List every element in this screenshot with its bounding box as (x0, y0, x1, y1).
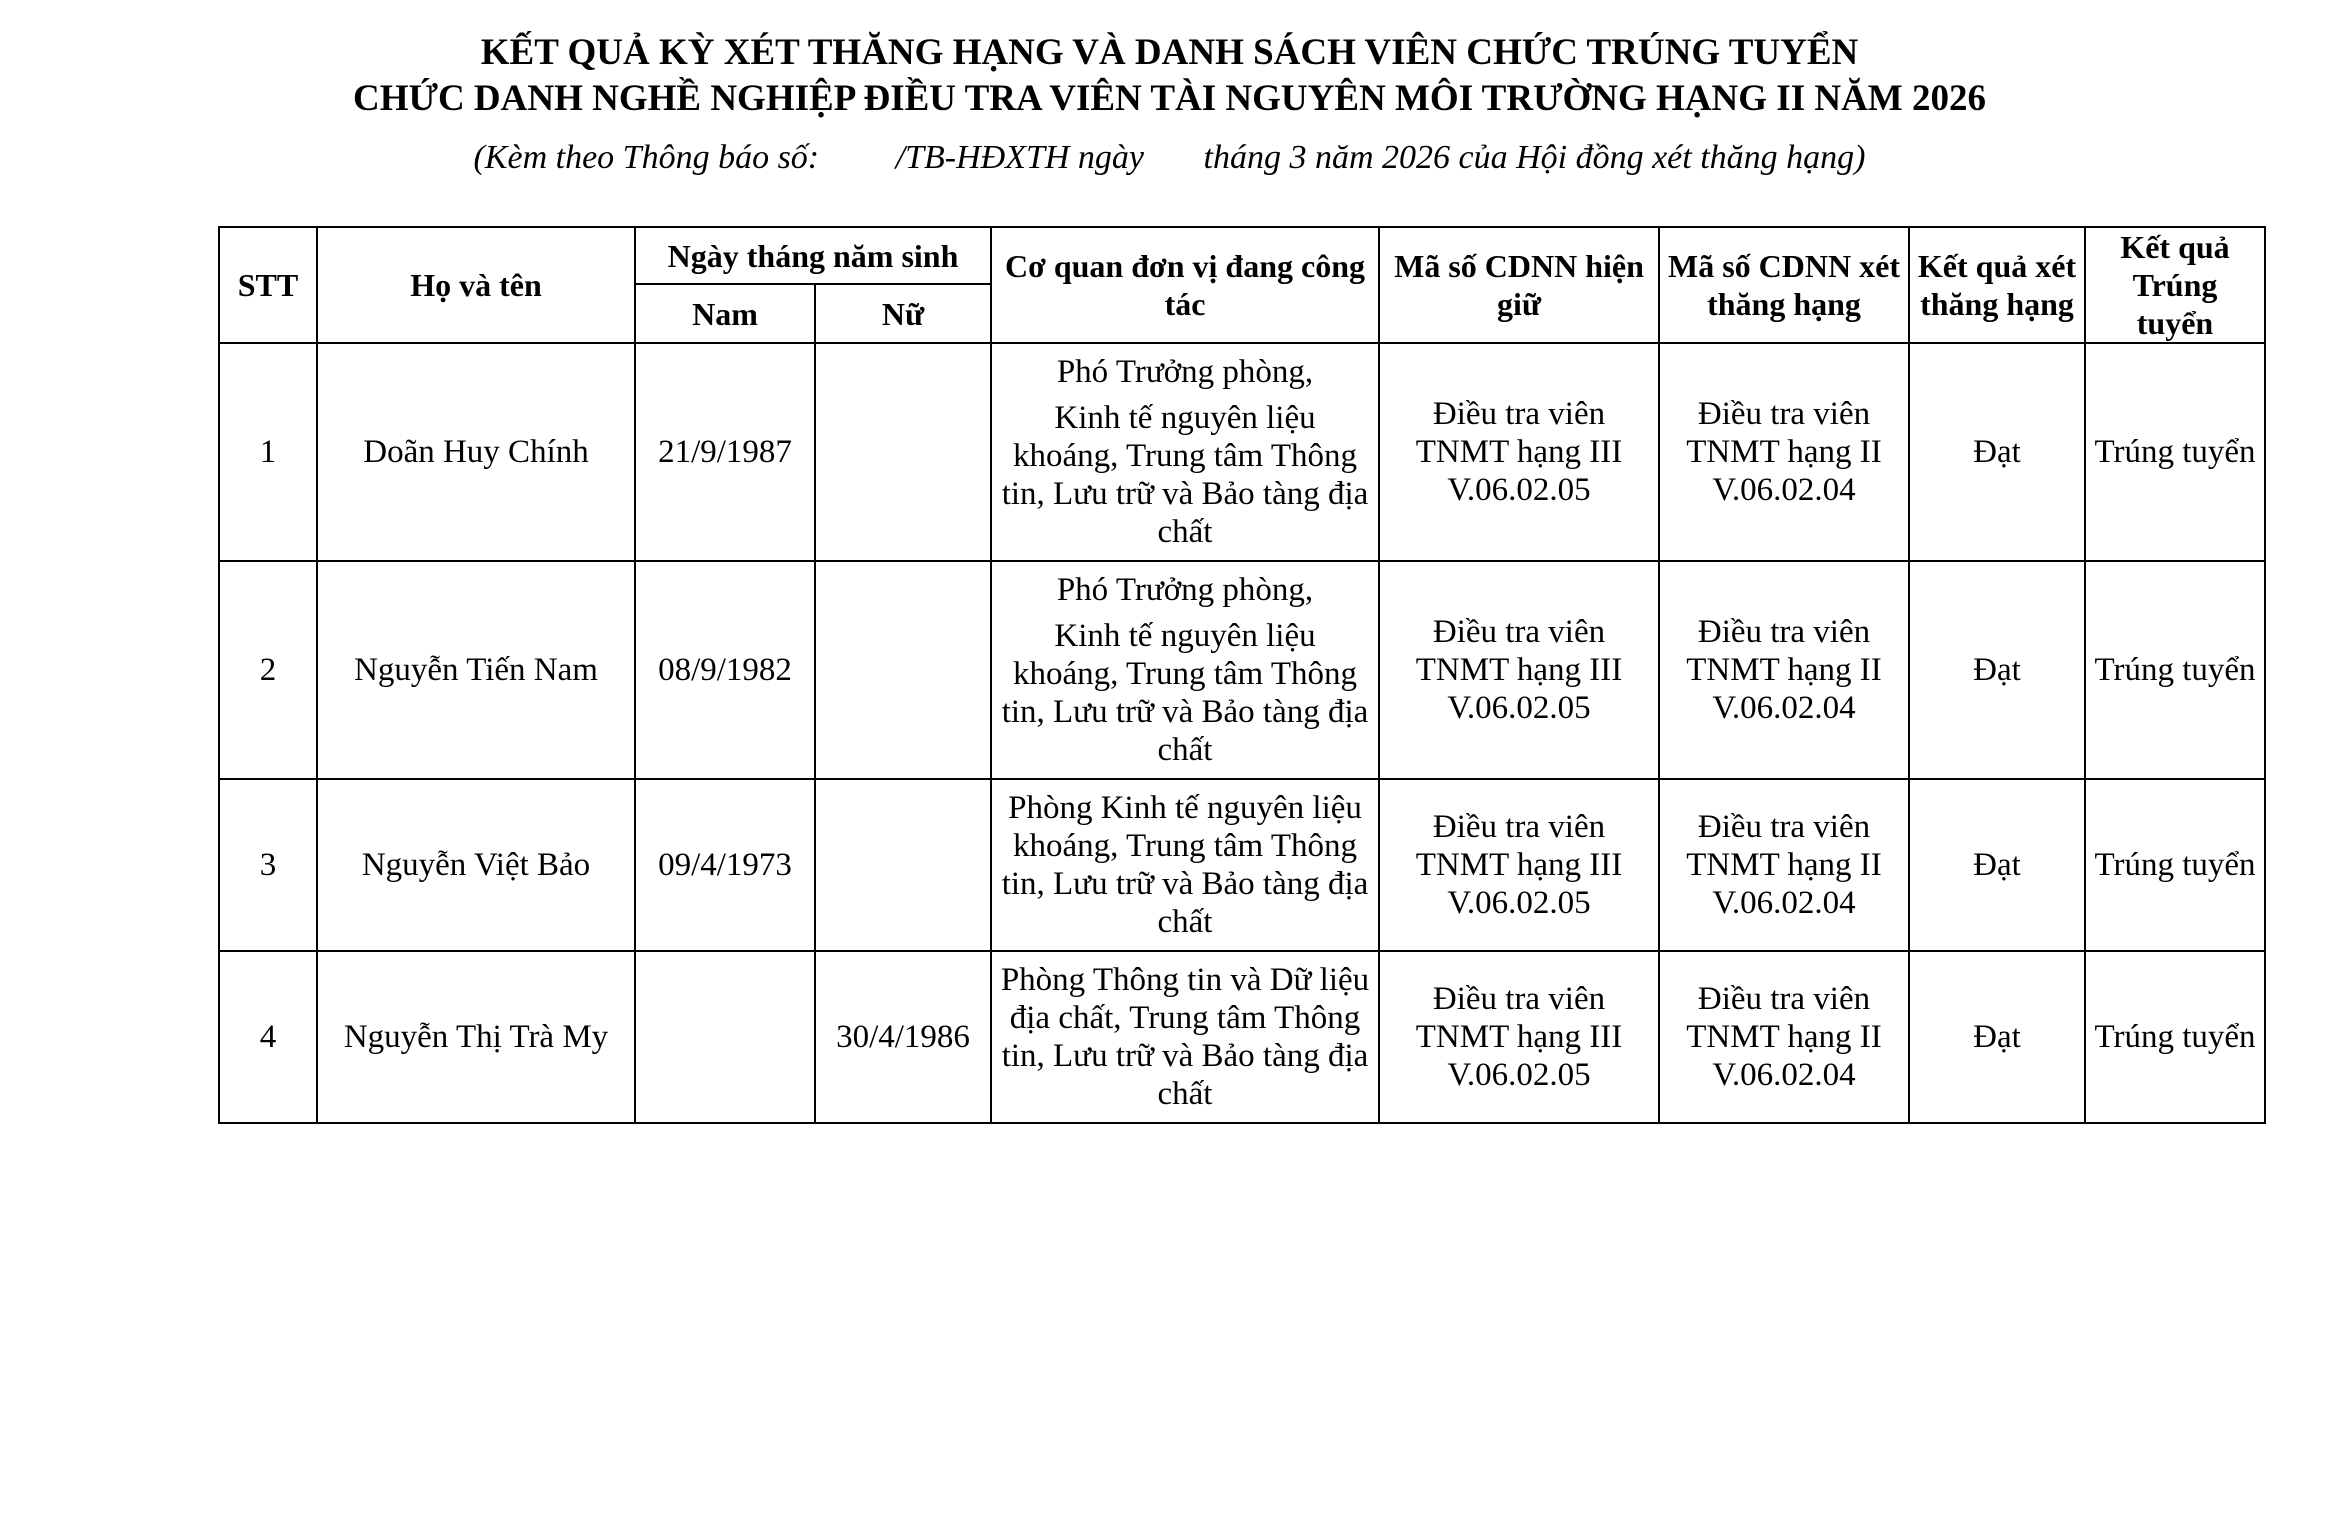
header-code-current: Mã số CDNN hiện giữ (1379, 227, 1659, 343)
cell-result-promotion: Đạt (1909, 343, 2085, 561)
cell-result-selection: Trúng tuyển (2085, 343, 2265, 561)
cell-name: Nguyễn Việt Bảo (317, 779, 635, 951)
cell-unit-position: Phó Trưởng phòng, (1056, 354, 1314, 390)
header-stt: STT (219, 227, 317, 343)
cell-dob-female (815, 779, 991, 951)
cell-dob-female: 30/4/1986 (815, 951, 991, 1123)
cell-stt: 3 (219, 779, 317, 951)
cell-code-current: Điều tra viên TNMT hạng III V.06.02.05 (1379, 779, 1659, 951)
table-row (219, 779, 2265, 951)
header-name: Họ và tên (317, 227, 635, 343)
cell-name: Nguyễn Tiến Nam (317, 561, 635, 779)
cell-unit (991, 561, 1379, 779)
cell-dob-male: 08/9/1982 (635, 561, 815, 779)
cell-unit: Phòng Thông tin và Dữ liệu địa chất, Trung tâm Thông tin, Lưu trữ và Bảo tàng địa chất (991, 951, 1379, 1123)
cell-name: Nguyễn Thị Trà My (317, 951, 635, 1123)
cell-name: Doãn Huy Chính (317, 343, 635, 561)
cell-result-selection: Trúng tuyển (2085, 779, 2265, 951)
cell-dob-male (635, 951, 815, 1123)
document-subtitle: (Kèm theo Thông báo số: /TB-HĐXTH ngày tháng 3 năm 2026 của Hội đồng xét thăng hạng) (473, 139, 1866, 176)
cell-stt: 1 (219, 343, 317, 561)
cell-result-selection: Trúng tuyển (2085, 951, 2265, 1123)
cell-dob-male: 21/9/1987 (635, 343, 815, 561)
cell-unit (991, 343, 1379, 561)
document-title-line-1: KẾT QUẢ KỲ XÉT THĂNG HẠNG VÀ DANH SÁCH VIÊN CHỨC TRÚNG TUYỂN (480, 32, 1859, 73)
cell-dob-female (815, 561, 991, 779)
cell-unit-department: Kinh tế nguyên liệu khoáng, Trung tâm Thông tin, Lưu trữ và Bảo tàng địa chất (1001, 618, 1369, 768)
table-row (219, 343, 2265, 561)
header-female: Nữ (815, 284, 991, 343)
cell-code-target: Điều tra viên TNMT hạng II V.06.02.04 (1659, 561, 1909, 779)
table-row (219, 951, 2265, 1123)
cell-unit-department: Kinh tế nguyên liệu khoáng, Trung tâm Thông tin, Lưu trữ và Bảo tàng địa chất (1001, 400, 1369, 550)
cell-code-target: Điều tra viên TNMT hạng II V.06.02.04 (1659, 779, 1909, 951)
cell-result-promotion: Đạt (1909, 561, 2085, 779)
document-title-line-2: CHỨC DANH NGHỀ NGHIỆP ĐIỀU TRA VIÊN TÀI NGUYÊN MÔI TRƯỜNG HẠNG II NĂM 2026 (353, 78, 1986, 119)
table-header-row (219, 227, 2265, 284)
cell-stt: 4 (219, 951, 317, 1123)
cell-code-target: Điều tra viên TNMT hạng II V.06.02.04 (1659, 343, 1909, 561)
cell-unit: Phòng Kinh tế nguyên liệu khoáng, Trung tâm Thông tin, Lưu trữ và Bảo tàng địa chất (991, 779, 1379, 951)
header-result-promotion: Kết quả xét thăng hạng (1909, 227, 2085, 343)
header-result-selection: Kết quả Trúng tuyển (2085, 227, 2265, 343)
table-row (219, 561, 2265, 779)
cell-code-target: Điều tra viên TNMT hạng II V.06.02.04 (1659, 951, 1909, 1123)
cell-result-selection: Trúng tuyển (2085, 561, 2265, 779)
header-dob-group: Ngày tháng năm sinh (635, 227, 991, 284)
cell-unit-position: Phó Trưởng phòng, (1056, 572, 1314, 608)
header-male: Nam (635, 284, 815, 343)
header-unit: Cơ quan đơn vị đang công tác (991, 227, 1379, 343)
cell-result-promotion: Đạt (1909, 951, 2085, 1123)
cell-code-current: Điều tra viên TNMT hạng III V.06.02.05 (1379, 951, 1659, 1123)
cell-stt: 2 (219, 561, 317, 779)
cell-result-promotion: Đạt (1909, 779, 2085, 951)
header-code-target: Mã số CDNN xét thăng hạng (1659, 227, 1909, 343)
cell-dob-female (815, 343, 991, 561)
results-table (218, 226, 2266, 1124)
cell-code-current: Điều tra viên TNMT hạng III V.06.02.05 (1379, 561, 1659, 779)
cell-code-current: Điều tra viên TNMT hạng III V.06.02.05 (1379, 343, 1659, 561)
cell-dob-male: 09/4/1973 (635, 779, 815, 951)
